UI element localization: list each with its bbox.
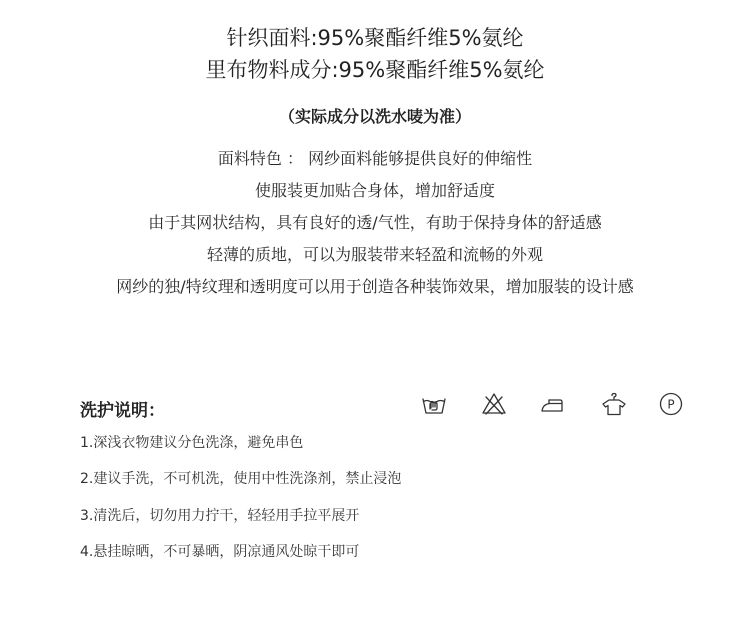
composition-note: （实际成分以洗水唛为准）: [278, 107, 471, 126]
feature-line: 轻薄的质地，可以为服装带来轻盈和流畅的外观: [206, 245, 543, 264]
care-instructions-title: 洗护说明：: [80, 401, 165, 421]
care-item: 4.悬挂晾晒，不可暴晒，阴凉通风处晾干即可: [80, 544, 360, 560]
dry-clean-p-letter: P: [667, 397, 675, 412]
knit-fabric-composition: 针织面料:95%聚酯纤维5%氨纶: [226, 26, 524, 50]
care-item: 1.深浅衣物建议分色洗涤，避免串色: [80, 435, 304, 451]
feature-line: 使服装更加贴合身体，增加舒适度: [254, 181, 495, 200]
lining-fabric-composition: 里布物料成分:95%聚酯纤维5%氨纶: [205, 58, 545, 82]
care-item: 2.建议手洗，不可机洗，使用中性洗涤剂，禁止浸泡: [80, 471, 402, 487]
feature-line: 面料特色 ： 网纱面料能够提供良好的伸缩性: [217, 149, 533, 168]
hand-wash-icon: [421, 392, 447, 416]
iron-icon: [540, 392, 566, 416]
feature-line: 网纱的独/特纹理和透明度可以用于创造各种装饰效果，增加服装的设计感: [116, 277, 634, 296]
care-item: 3.清洗后，切勿用力拧干，轻轻用手拉平展开: [80, 508, 360, 524]
hang-dry-icon: [601, 392, 627, 416]
no-bleach-icon: [481, 392, 507, 416]
feature-line: 由于其网状结构，具有良好的透/气性，有助于保持身体的舒适感: [148, 213, 602, 232]
dry-clean-p-icon: [658, 392, 684, 416]
